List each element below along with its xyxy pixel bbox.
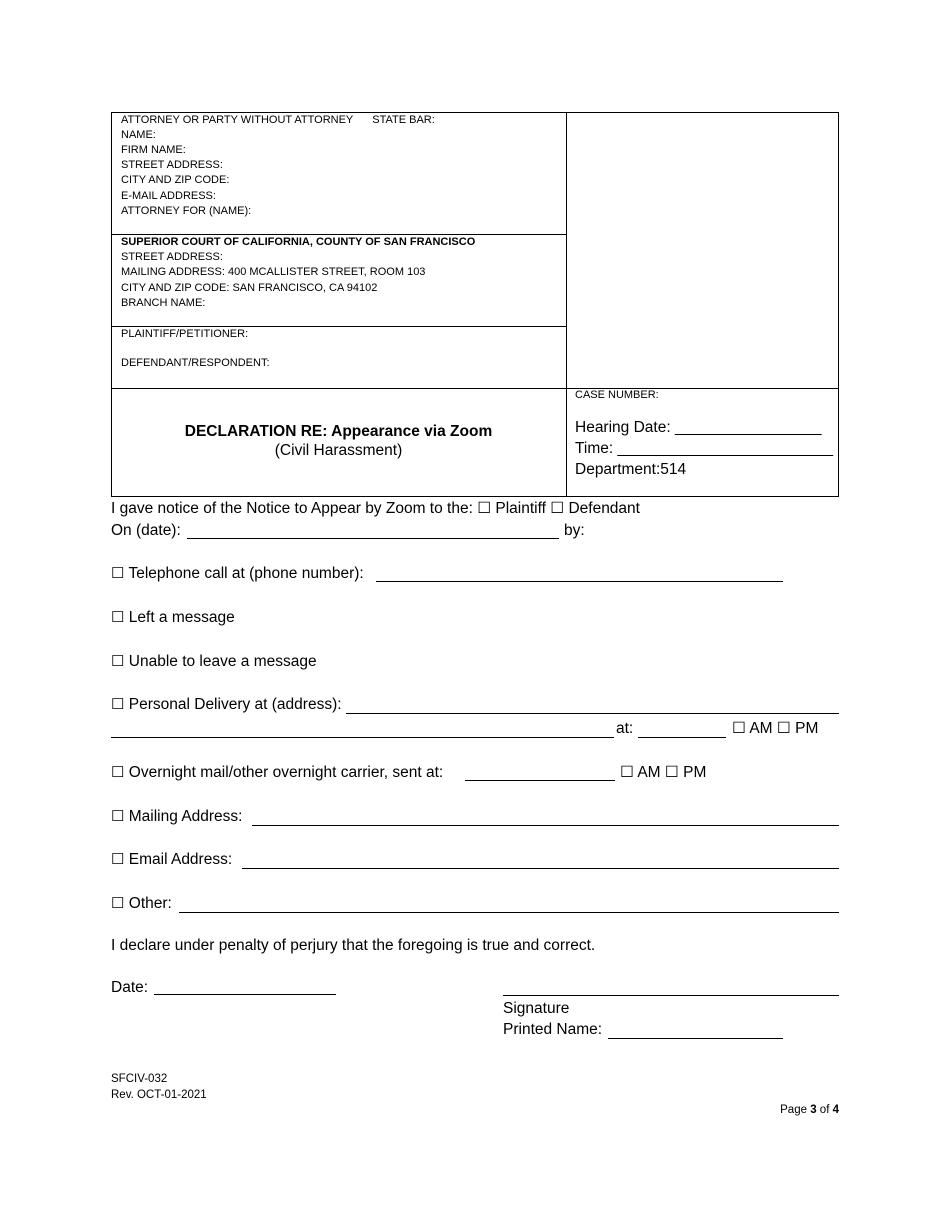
attorney-city-label: CITY AND ZIP CODE: (121, 174, 230, 186)
page-number: 3 (810, 1104, 817, 1116)
parties-rule (111, 388, 839, 389)
unable-checkbox[interactable]: ☐ (111, 653, 125, 670)
personal-time-input[interactable] (638, 737, 726, 738)
mailing-input[interactable] (252, 825, 839, 826)
court-title: SUPERIOR COURT OF CALIFORNIA, COUNTY OF SAN FRANCISCO (121, 236, 476, 248)
court-city-zip: CITY AND ZIP CODE: SAN FRANCISCO, CA 94102 (121, 282, 378, 294)
attorney-line1 (121, 113, 435, 129)
personal-at-label: at: (616, 720, 634, 737)
unable-label: Unable to leave a message (128, 653, 317, 670)
personal-delivery-label: Personal Delivery at (address): (128, 696, 342, 713)
attorney-for-label: ATTORNEY FOR (NAME): (121, 205, 252, 217)
unable-option (111, 652, 317, 672)
attorney-party-label: ATTORNEY OR PARTY WITHOUT ATTORNEY (121, 114, 354, 126)
other-option (111, 894, 172, 914)
hearing-date-field[interactable]: Hearing Date: _________________ (575, 419, 822, 436)
telephone-checkbox[interactable]: ☐ (111, 565, 125, 582)
form-title: DECLARATION RE: Appearance via Zoom (184, 423, 493, 440)
court-mailing-address: MAILING ADDRESS: 400 MCALLISTER STREET, ROOM 103 (121, 266, 426, 278)
email-input[interactable] (242, 868, 839, 869)
email-option (111, 850, 232, 870)
court-street-label: STREET ADDRESS: (121, 251, 223, 263)
left-message-label: Left a message (128, 609, 235, 626)
printed-name-label: Printed Name: (503, 1021, 603, 1038)
form-revision: Rev. OCT-01-2021 (111, 1089, 207, 1101)
overnight-label: Overnight mail/other overnight carrier, sent at: (128, 764, 444, 781)
firm-name-label: FIRM NAME: (121, 144, 186, 156)
telephone-option (111, 564, 364, 584)
declaration-date-label: Date: (111, 979, 149, 996)
on-date-input[interactable] (187, 538, 559, 539)
overnight-option (111, 763, 443, 783)
defendant-label: DEFENDANT/RESPONDENT: (121, 357, 270, 369)
notice-line: I gave notice of the Notice to Appear by Zoom to the: ☐ Plaintiff ☐ Defendant (111, 500, 640, 517)
declaration-date-input[interactable] (154, 994, 336, 995)
page-of: of (816, 1104, 833, 1116)
state-bar-label: STATE BAR: (372, 114, 435, 126)
other-label: Other: (128, 895, 172, 912)
printed-name-input[interactable] (608, 1038, 783, 1039)
by-label: by: (564, 522, 585, 539)
mailing-label: Mailing Address: (128, 808, 243, 825)
overnight-am-pm[interactable]: ☐ AM ☐ PM (620, 764, 707, 781)
mailing-option (111, 807, 243, 827)
telephone-label: Telephone call at (phone number): (128, 565, 364, 582)
signature-line[interactable] (503, 995, 839, 996)
attorney-street-label: STREET ADDRESS: (121, 159, 223, 171)
page-total: 4 (832, 1104, 839, 1116)
department-value: Department:514 (575, 461, 687, 478)
other-checkbox[interactable]: ☐ (111, 895, 125, 912)
signature-label: Signature (503, 1000, 570, 1017)
plaintiff-label: PLAINTIFF/PETITIONER: (121, 328, 249, 340)
left-message-checkbox[interactable]: ☐ (111, 609, 125, 626)
perjury-statement: I declare under penalty of perjury that the foregoing is true and correct. (111, 937, 596, 954)
on-date-label: On (date): (111, 522, 181, 539)
caption-divider (566, 112, 567, 497)
page-indicator (760, 1103, 839, 1119)
personal-delivery-option (111, 695, 342, 715)
other-input[interactable] (179, 912, 839, 913)
time-field[interactable]: Time: _________________________ (575, 440, 833, 457)
overnight-checkbox[interactable]: ☐ (111, 764, 125, 781)
email-checkbox[interactable]: ☐ (111, 851, 125, 868)
personal-am-pm[interactable]: ☐ AM ☐ PM (732, 720, 819, 737)
court-branch-label: BRANCH NAME: (121, 297, 206, 309)
personal-address-line2[interactable] (111, 737, 614, 738)
form-id: SFCIV-032 (111, 1073, 168, 1085)
overnight-time-input[interactable] (465, 780, 615, 781)
telephone-input[interactable] (376, 581, 783, 582)
case-number-label: CASE NUMBER: (575, 389, 659, 401)
attorney-name-label: NAME: (121, 129, 156, 141)
email-label: Email Address: (128, 851, 233, 868)
mailing-checkbox[interactable]: ☐ (111, 808, 125, 825)
page-prefix: Page (780, 1104, 811, 1116)
personal-delivery-checkbox[interactable]: ☐ (111, 696, 125, 713)
form-subtitle: (Civil Harassment) (274, 442, 403, 459)
attorney-email-label: E-MAIL ADDRESS: (121, 190, 216, 202)
personal-address-input[interactable] (346, 713, 839, 714)
left-message-option (111, 608, 235, 628)
